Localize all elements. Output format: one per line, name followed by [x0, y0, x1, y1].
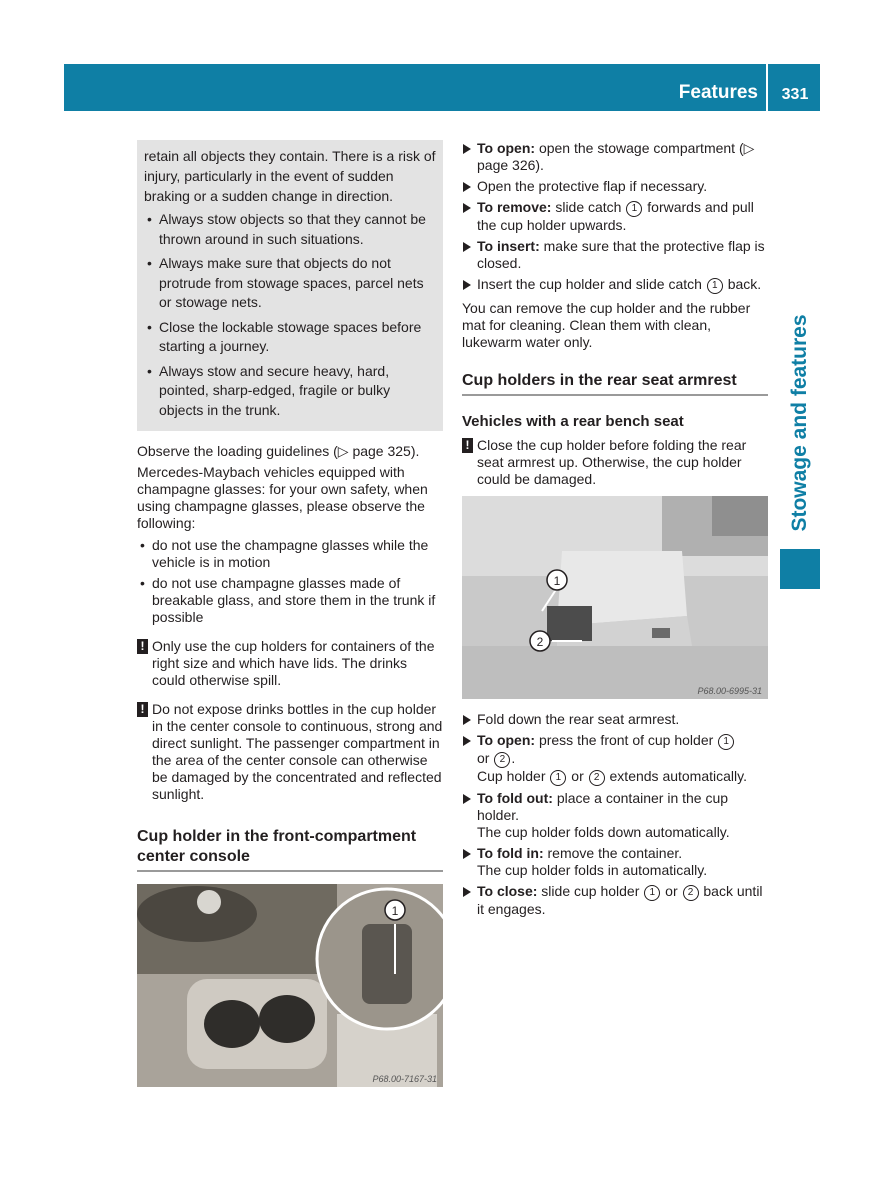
- instruction-step: [462, 883, 768, 918]
- step-text: remove the container.: [543, 845, 683, 861]
- instruction-step: [462, 199, 768, 234]
- right-column: [462, 140, 768, 922]
- step-text: make sure that the protective flap is closed.: [477, 238, 765, 271]
- figure-callout: 1: [391, 904, 399, 918]
- side-tab-marker: [780, 549, 820, 589]
- step-text: or: [661, 883, 682, 899]
- rear-armrest-cup-holder-image: [462, 496, 768, 699]
- step-text: back.: [723, 276, 762, 292]
- step-text: slide cup holder: [537, 883, 644, 899]
- step-text: The cup holder folds in automatically.: [477, 862, 708, 878]
- step-label: To close:: [477, 883, 538, 899]
- maybach-text: Mercedes-Maybach vehicles equipped with champagne glasses: for your own safety, when using champagne glasses, please observe the following:: [137, 464, 428, 531]
- step-text: or: [477, 750, 490, 766]
- step-text: back until it engages.: [477, 883, 763, 917]
- step-arrow-icon: [463, 887, 471, 897]
- caution-note: [137, 638, 443, 689]
- warning-intro: retain all objects they contain. There is a risk of injury, particularly in the event of sudden braking or a sudden change in direction.: [144, 148, 436, 204]
- instruction-step: [462, 711, 768, 728]
- left-column: [137, 140, 443, 1103]
- callout-number: 2: [683, 885, 699, 901]
- subsection-heading: Vehicles with a rear bench seat: [462, 413, 684, 430]
- step-text: The cup holder folds down automatically.: [477, 824, 730, 840]
- exclamation-icon: !: [137, 639, 148, 654]
- callout-number: 1: [550, 770, 566, 786]
- step-text: Insert the cup holder and slide catch: [477, 276, 706, 292]
- callout-number: 1: [718, 734, 734, 750]
- header-divider: [766, 64, 768, 111]
- front-console-illustration: [137, 884, 443, 1087]
- step-label: To remove:: [477, 199, 552, 215]
- instruction-step: [462, 276, 768, 294]
- header-title: Features: [678, 82, 758, 103]
- loading-text: Observe the loading guidelines (▷ page 325).: [137, 443, 420, 459]
- instruction-step: [462, 845, 768, 879]
- front-console-cup-holder-image: [137, 884, 443, 1087]
- caution-text: Do not expose drinks bottles in the cup holder in the center console to continuous, strong and direct sunlight. The passenger compartment in the area of the center console can otherwise be damaged by the concentrated and reflected sunlight.: [152, 701, 443, 802]
- step-arrow-icon: [463, 144, 471, 154]
- rear-armrest-illustration: [462, 496, 768, 699]
- step-text: or: [567, 768, 588, 784]
- step-arrow-icon: [463, 736, 471, 746]
- cleaning-text: You can remove the cup holder and the rubber mat for cleaning. Clean them with clean, lukewarm water only.: [462, 300, 751, 350]
- step-text: Cup holder: [477, 768, 550, 784]
- callout-number: 2: [494, 752, 510, 768]
- step-text: slide catch: [551, 199, 626, 215]
- section-heading: Cup holder in the front-compartment center console: [137, 827, 443, 872]
- exclamation-icon: !: [137, 702, 148, 717]
- warning-bullet: • Always stow objects so that they cannot be thrown around in such situations.: [144, 210, 436, 249]
- caution-note: [137, 701, 443, 803]
- page-number: 331: [781, 86, 809, 103]
- step-arrow-icon: [463, 794, 471, 804]
- step-text: open the stowage compartment (▷ page 326).: [477, 140, 755, 173]
- callout-number: 2: [589, 770, 605, 786]
- step-arrow-icon: [463, 242, 471, 252]
- step-label: To insert:: [477, 238, 540, 254]
- callout-number: 1: [644, 885, 660, 901]
- step-arrow-icon: [463, 203, 471, 213]
- side-tab-label: Stowage and features: [788, 313, 811, 532]
- step-text: forwards and pull the cup holder upwards.: [477, 199, 754, 233]
- warning-bullet: • Always make sure that objects do not protrude from stowage spaces, parcel nets or stowage nets.: [144, 254, 436, 313]
- step-arrow-icon: [463, 715, 471, 725]
- instruction-step: [462, 790, 768, 841]
- section-heading: Cup holders in the rear seat armrest: [462, 371, 768, 396]
- warning-bullet: • Close the lockable stowage spaces before starting a journey.: [144, 318, 436, 357]
- step-text: extends automatically.: [605, 768, 747, 784]
- caution-text: Only use the cup holders for containers of the right size and which have lids. The drinks could otherwise spill.: [152, 638, 435, 688]
- step-label: To fold out:: [477, 790, 553, 806]
- step-arrow-icon: [463, 280, 471, 290]
- figure-code: P68.00-7167-31: [372, 1074, 437, 1084]
- step-label: To open:: [477, 140, 536, 156]
- step-text: Fold down the rear seat armrest.: [477, 711, 680, 727]
- exclamation-icon: !: [462, 438, 473, 453]
- instruction-step: [462, 140, 768, 174]
- step-label: To fold in:: [477, 845, 544, 861]
- instruction-step: [462, 238, 768, 272]
- figure-code: P68.00-6995-31: [697, 686, 762, 696]
- caution-text: Close the cup holder before folding the rear seat armrest up. Otherwise, the cup holder could be damaged.: [477, 437, 747, 487]
- figure-callout: 2: [536, 635, 544, 649]
- instruction-step: [462, 178, 768, 195]
- instruction-step: To open: press the front of cup holder 1 or 2 . Cup holder 1 or 2 extends automatically.: [462, 732, 768, 786]
- callout-number: 1: [626, 201, 642, 217]
- callout-number: 1: [707, 278, 723, 294]
- side-tab: [780, 300, 820, 545]
- champagne-bullet: • do not use champagne glasses made of breakable glass, and store them in the trunk if possible: [137, 575, 443, 626]
- warning-box: [137, 140, 443, 431]
- caution-note: [462, 437, 768, 488]
- step-arrow-icon: [463, 849, 471, 859]
- step-label: To open:: [477, 732, 536, 748]
- champagne-bullet: • do not use the champagne glasses while the vehicle is in motion: [137, 537, 443, 571]
- step-text: Open the protective flap if necessary.: [477, 178, 708, 194]
- step-arrow-icon: [463, 182, 471, 192]
- warning-bullet: • Always stow and secure heavy, hard, pointed, sharp-edged, fragile or bulky objects in the trunk.: [144, 362, 436, 421]
- figure-callout: 1: [553, 574, 561, 588]
- step-text: press the front of cup holder: [535, 732, 718, 748]
- step-text: place a container in the cup holder.: [477, 790, 729, 823]
